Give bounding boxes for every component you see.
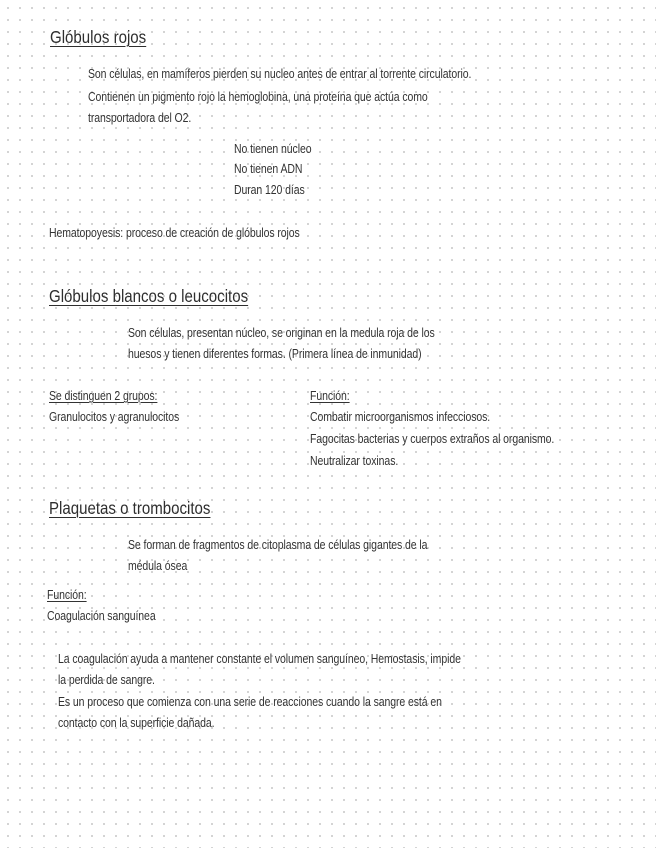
white-paragraph-line: huesos y tienen diferentes formas. (Primera línea de inmunidad) xyxy=(128,347,422,361)
platelets-paragraph-line: médula ósea xyxy=(128,559,188,573)
white-function-item: Neutralizar toxinas. xyxy=(310,454,399,468)
white-function-item: Combatir microorganismos infecciosos. xyxy=(310,410,491,424)
red-paragraph-line: Contienen un pigmento rojo la hemoglobina, una proteína que actúa como xyxy=(88,90,428,104)
white-function-item: Fagocitas bacterias y cuerpos extraños al organismo. xyxy=(310,432,555,446)
heading-platelets: Plaquetas o trombocitos xyxy=(49,498,211,518)
coagulation-note-line: Es un proceso que comienza con una serie de reacciones cuando la sangre está en xyxy=(58,695,442,709)
groups-heading: Se distinguen 2 grupos: xyxy=(49,389,158,403)
red-fact-item: No tienen ADN xyxy=(234,162,303,176)
red-paragraph-line: Son células, en mamíferos pierden su nucleo antes de entrar al torrente circulatorio. xyxy=(88,67,472,81)
red-fact-item: Duran 120 días xyxy=(234,183,305,197)
white-paragraph-line: Son células, presentan núcleo, se originan en la medula roja de los xyxy=(128,326,435,340)
white-function-heading: Función: xyxy=(310,389,350,403)
platelets-function-heading: Función: xyxy=(47,588,87,602)
heading-white-blood-cells: Glóbulos blancos o leucocitos xyxy=(49,286,249,306)
coagulation-note-line: La coagulación ayuda a mantener constante el volumen sanguíneo, Hemostasis, impide xyxy=(58,652,461,666)
hematopoyesis-definition: Hematopoyesis: proceso de creación de glóbulos rojos xyxy=(49,226,300,240)
coagulation-note-line: contacto con la superficie dañada. xyxy=(58,716,215,730)
groups-text: Granulocitos y agranulocitos xyxy=(49,410,180,424)
coagulation-note-line: la perdida de sangre. xyxy=(58,673,155,687)
heading-red-blood-cells: Glóbulos rojos xyxy=(50,27,147,47)
red-paragraph-line: transportadora del O2. xyxy=(88,111,192,125)
red-fact-item: No tienen núcleo xyxy=(234,142,312,156)
platelets-paragraph-line: Se forman de fragmentos de citoplasma de células gigantes de la xyxy=(128,538,428,552)
platelets-function-text: Coagulación sanguínea xyxy=(47,609,156,623)
